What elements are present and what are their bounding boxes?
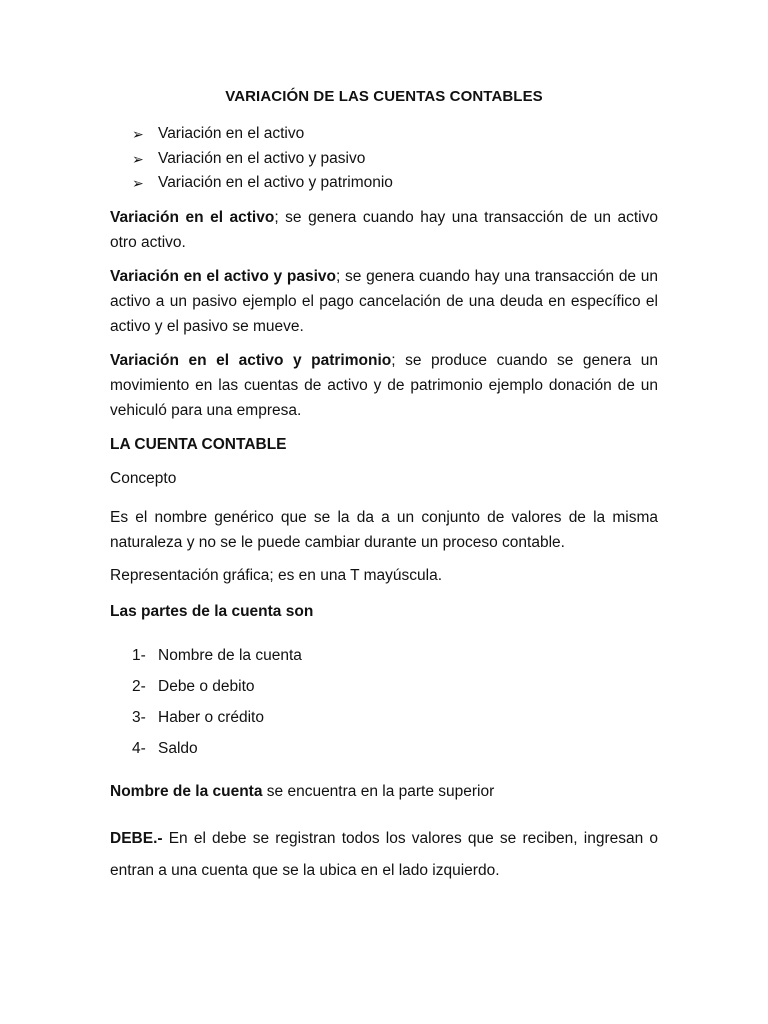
paragraph-text: ; se genera cuando hay una transacción de un activo a un pasivo ejemplo el pago cancelación de una deuda en específico el activo y el pasivo se mueve. <box>110 268 658 335</box>
list-text: Debe o debito <box>158 678 255 695</box>
bullet-item <box>132 122 672 147</box>
partes-list <box>132 644 302 768</box>
arrow-bullet-icon: ➢ <box>132 150 144 167</box>
paragraph-text: se encuentra en la parte superior <box>262 783 495 800</box>
arrow-bullet-icon: ➢ <box>132 126 144 142</box>
nombre-cuenta-paragraph <box>110 783 494 801</box>
list-text: Haber o crédito <box>158 709 264 726</box>
paragraph-term: Variación en el activo y patrimonio <box>110 352 392 369</box>
list-item <box>132 644 302 675</box>
list-item <box>132 706 302 737</box>
list-item <box>132 737 302 768</box>
concepto-label: Concepto <box>110 470 177 487</box>
paragraph-variacion-activo <box>110 205 658 255</box>
concepto-paragraph: Es el nombre genérico que se la da a un conjunto de valores de la misma naturaleza y no se le puede cambiar durante un proceso contable. <box>110 509 658 551</box>
bullet-text: Variación en el activo y patrimonio <box>158 174 393 191</box>
representacion-grafica: Representación gráfica; es en una T mayúscula. <box>110 567 443 584</box>
paragraph-variacion-activo-patrimonio <box>110 348 658 423</box>
bullet-item <box>132 171 672 196</box>
bullet-text: Variación en el activo <box>158 125 305 142</box>
paragraph-text: En el debe se registran todos los valores que se reciben, ingresan o entran a una cuenta que se la ubica en el lado izquierdo. <box>110 830 658 879</box>
list-number: 1- <box>132 647 146 664</box>
paragraph-text: ; se produce cuando se genera un movimiento en las cuentas de activo y de patrimonio ejemplo donación de un vehiculó para una empresa. <box>110 352 658 419</box>
list-number: 2- <box>132 678 146 695</box>
list-text: Nombre de la cuenta <box>158 647 302 664</box>
paragraph-text: ; se genera cuando hay una transacción de un activo otro activo. <box>110 209 658 251</box>
bullet-item <box>132 147 672 172</box>
section-heading: LA CUENTA CONTABLE <box>110 436 287 453</box>
arrow-bullet-icon: ➢ <box>132 175 144 191</box>
bullet-list <box>132 122 672 196</box>
paragraph-variacion-activo-pasivo <box>110 264 658 339</box>
list-number: 3- <box>132 709 146 726</box>
bullet-text: Variación en el activo y pasivo <box>158 149 366 167</box>
list-text: Saldo <box>158 740 198 757</box>
paragraph-term: Variación en el activo <box>110 209 275 226</box>
paragraph-term: DEBE.- <box>110 830 163 847</box>
paragraph-term: Nombre de la cuenta <box>110 783 263 800</box>
paragraph-term: Variación en el activo y pasivo <box>110 268 336 285</box>
debe-paragraph <box>110 823 658 887</box>
list-item <box>132 675 302 706</box>
list-number: 4- <box>132 740 146 757</box>
partes-heading: Las partes de la cuenta son <box>110 603 314 620</box>
document-title: VARIACIÓN DE LAS CUENTAS CONTABLES <box>225 88 543 105</box>
